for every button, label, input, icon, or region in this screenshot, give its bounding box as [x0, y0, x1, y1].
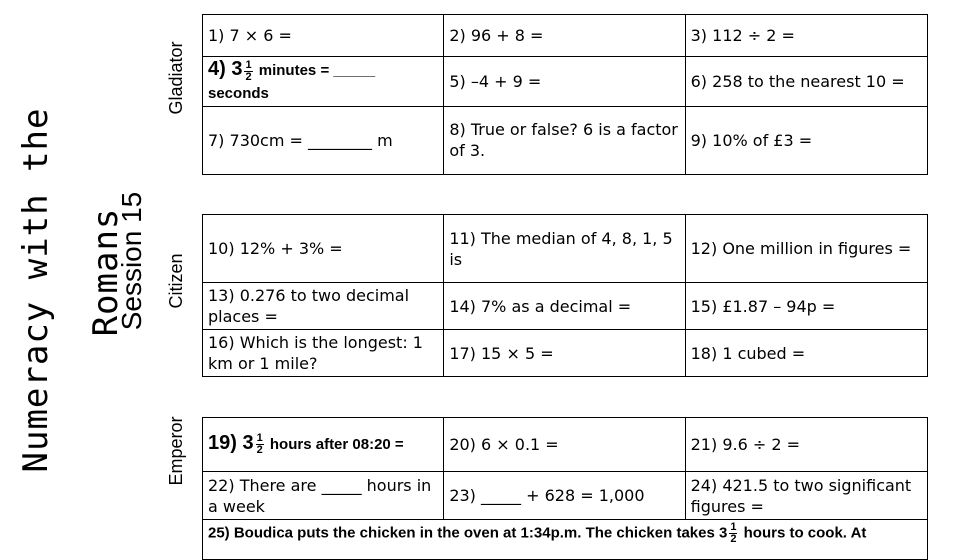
fraction-numerator: 1 [245, 58, 252, 71]
question-16: 16) Which is the longest: 1 km or 1 mile? [203, 330, 444, 377]
fraction [729, 522, 737, 545]
question-13: 13) 0.276 to two decimal places = [203, 283, 444, 330]
gladiator-question-grid [202, 14, 928, 175]
title-line-1: Numeracy with the [16, 107, 56, 473]
question-20: 20) 6 × 0.1 = [444, 418, 685, 472]
section-label-emperor: Emperor [166, 416, 186, 486]
question-10: 10) 12% + 3% = [203, 215, 444, 283]
question-4 [203, 57, 444, 107]
question-11: 11) The median of 4, 8, 1, 5 is [444, 215, 685, 283]
question-7: 7) 730cm = ________ m [203, 106, 444, 174]
question-19-suffix: hours after 08:20 = [269, 435, 404, 453]
question-25-suffix: hours to cook. At [743, 524, 867, 542]
question-4-prefix: 4) 3 [208, 58, 243, 80]
fraction-denominator: 2 [256, 444, 263, 457]
question-3: 3) 112 ÷ 2 = [685, 15, 927, 57]
fraction [244, 60, 252, 83]
question-12: 12) One million in figures = [685, 215, 927, 283]
question-2: 2) 96 + 8 = [444, 15, 685, 57]
fraction-denominator: 2 [245, 70, 252, 83]
fraction-numerator: 1 [256, 432, 263, 445]
question-6: 6) 258 to the nearest 10 = [685, 57, 927, 107]
question-8: 8) True or false? 6 is a factor of 3. [444, 106, 685, 174]
session-label: Session 15 [116, 191, 147, 331]
fraction-numerator: 1 [730, 521, 737, 533]
title-line-2: Romans [86, 207, 126, 337]
section-label-gladiator: Gladiator [166, 41, 186, 115]
question-17: 17) 15 × 5 = [444, 330, 685, 377]
question-24: 24) 421.5 to two significant figures = [685, 472, 927, 520]
question-22: 22) There are _____ hours in a week [203, 472, 444, 520]
question-14: 14) 7% as a decimal = [444, 283, 685, 330]
citizen-question-grid [202, 214, 928, 377]
fraction [256, 433, 264, 456]
emperor-question-grid [202, 417, 928, 560]
question-21: 21) 9.6 ÷ 2 = [685, 418, 927, 472]
question-18: 18) 1 cubed = [685, 330, 927, 377]
question-4-suffix: minutes = _____ seconds [208, 62, 376, 102]
question-1: 1) 7 × 6 = [203, 15, 444, 57]
question-5: 5) –4 + 9 = [444, 57, 685, 107]
section-label-citizen: Citizen [166, 253, 186, 309]
fraction-denominator: 2 [730, 533, 737, 545]
question-19-prefix: 19) 3 [208, 431, 254, 454]
question-9: 9) 10% of £3 = [685, 106, 927, 174]
question-19 [203, 418, 444, 472]
question-23: 23) _____ + 628 = 1,000 [444, 472, 685, 520]
question-15: 15) £1.87 – 94p = [685, 283, 927, 330]
question-25-prefix: 25) Boudica puts the chicken in the oven at 1:34p.m. The chicken takes 3 [208, 524, 728, 542]
